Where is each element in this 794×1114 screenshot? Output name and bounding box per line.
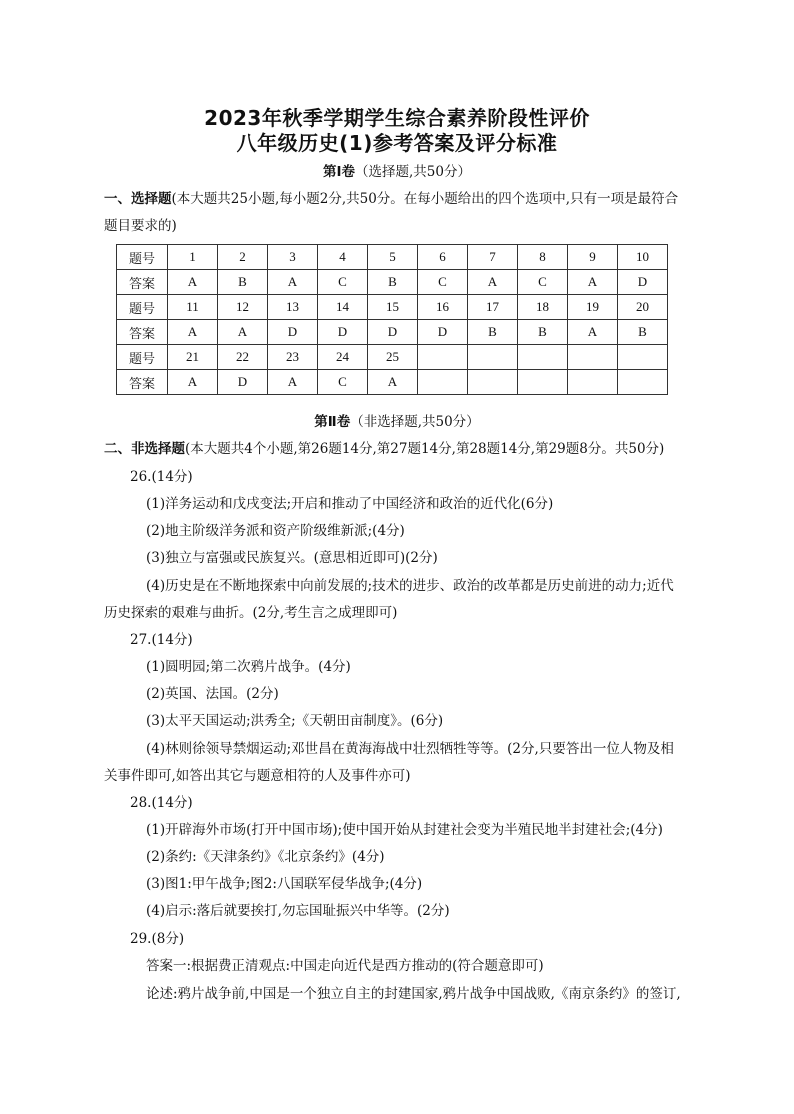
table-cell: [518, 345, 568, 370]
table-row-header-cell: 答案: [117, 320, 168, 345]
table-cell: 16: [418, 295, 468, 320]
table-cell: 24: [318, 345, 368, 370]
table-cell: 9: [568, 245, 618, 270]
q26-number: 26.(14分): [130, 469, 193, 485]
table-cell: 7: [468, 245, 518, 270]
table-row-header-cell: 题号: [117, 295, 168, 320]
table-cell: 25: [368, 345, 418, 370]
section1-desc-line2: 题目要求的): [104, 218, 177, 234]
table-row: [117, 345, 668, 370]
table-cell: [418, 370, 468, 395]
table-cell: 20: [618, 295, 668, 320]
part1-heading: [0, 160, 794, 180]
table-cell: D: [268, 320, 318, 345]
table-cell: D: [418, 320, 468, 345]
table-cell: 19: [568, 295, 618, 320]
q27-answer-4-line2: 关事件即可,如答出其它与题意相符的人及事件亦可): [104, 768, 411, 784]
table-cell: A: [568, 270, 618, 295]
table-row-header-cell: 题号: [117, 345, 168, 370]
table-cell: C: [318, 270, 368, 295]
table-cell: A: [468, 270, 518, 295]
table-cell: D: [368, 320, 418, 345]
part2-heading-label: 第Ⅱ卷: [314, 414, 351, 430]
q28-answer-4: (4)启示:落后就要挨打,勿忘国耻振兴中华等。(2分): [146, 903, 450, 919]
table-cell: [418, 345, 468, 370]
q27-answer-2: (2)英国、法国。(2分): [146, 686, 279, 702]
q27-answer-3: (3)太平天国运动;洪秀全;《天朝田亩制度》。(6分): [146, 713, 444, 729]
table-cell: C: [518, 270, 568, 295]
table-row: [117, 370, 668, 395]
table-cell: [568, 370, 618, 395]
section2-desc: (本大题共4个小题,第26题14分,第27题14分,第28题14分,第29题8分。共50分): [185, 441, 665, 457]
section2-label: 二、非选择题: [104, 441, 185, 457]
section1-description: [104, 187, 678, 207]
table-cell: 6: [418, 245, 468, 270]
table-cell: D: [318, 320, 368, 345]
table-row: [117, 245, 668, 270]
q26-answer-4-line1: (4)历史是在不断地探索中向前发展的;技术的进步、政治的改革都是历史前进的动力;近代: [146, 578, 674, 594]
table-cell: [568, 345, 618, 370]
table-cell: B: [368, 270, 418, 295]
table-cell: 5: [368, 245, 418, 270]
part1-heading-label: 第Ⅰ卷: [322, 164, 356, 180]
section1-label: 一、选择题: [104, 191, 172, 207]
table-cell: 10: [618, 245, 668, 270]
table-row-header-cell: 答案: [117, 270, 168, 295]
q27-number: 27.(14分): [130, 632, 193, 648]
table-cell: B: [468, 320, 518, 345]
part2-heading-note: （非选择题,共50分）: [350, 414, 480, 430]
table-cell: 2: [218, 245, 268, 270]
q26-answer-3: (3)独立与富强或民族复兴。(意思相近即可)(2分): [146, 550, 438, 566]
table-cell: A: [168, 370, 218, 395]
answer-table: [116, 244, 668, 395]
table-cell: A: [168, 320, 218, 345]
q28-answer-2: (2)条约:《天津条约》《北京条约》(4分): [146, 849, 385, 865]
part1-heading-note: （选择题,共50分）: [355, 164, 471, 180]
table-cell: A: [568, 320, 618, 345]
table-cell: 3: [268, 245, 318, 270]
table-row: [117, 320, 668, 345]
table-cell: B: [518, 320, 568, 345]
table-cell: 23: [268, 345, 318, 370]
table-cell: 17: [468, 295, 518, 320]
table-row-header-cell: 答案: [117, 370, 168, 395]
table-cell: C: [318, 370, 368, 395]
q29-answer-1: 答案一:根据费正清观点:中国走向近代是西方推动的(符合题意即可): [146, 958, 544, 974]
table-cell: [468, 345, 518, 370]
table-cell: 8: [518, 245, 568, 270]
table-cell: B: [218, 270, 268, 295]
q26-answer-2: (2)地主阶级洋务派和资产阶级维新派;(4分): [146, 523, 405, 539]
table-cell: 22: [218, 345, 268, 370]
table-cell: 11: [168, 295, 218, 320]
table-cell: [618, 370, 668, 395]
q26-answer-1: (1)洋务运动和戊戌变法;开启和推动了中国经济和政治的近代化(6分): [146, 496, 554, 512]
table-cell: 21: [168, 345, 218, 370]
table-cell: [468, 370, 518, 395]
table-cell: D: [218, 370, 268, 395]
table-row: [117, 270, 668, 295]
page-subtitle: 八年级历史(1)参考答案及评分标准: [236, 131, 558, 155]
table-row-header-cell: 题号: [117, 245, 168, 270]
table-cell: 1: [168, 245, 218, 270]
q26-answer-4-line2: 历史探索的艰难与曲折。(2分,考生言之成理即可): [104, 605, 398, 621]
table-cell: D: [618, 270, 668, 295]
table-cell: 12: [218, 295, 268, 320]
table-cell: A: [268, 270, 318, 295]
table-cell: A: [368, 370, 418, 395]
table-cell: 4: [318, 245, 368, 270]
q29-answer-2: 论述:鸦片战争前,中国是一个独立自主的封建国家,鸦片战争中国战败,《南京条约》的签订,: [146, 986, 681, 1002]
table-cell: [518, 370, 568, 395]
table-cell: B: [618, 320, 668, 345]
q28-number: 28.(14分): [130, 795, 193, 811]
table-cell: A: [268, 370, 318, 395]
q28-answer-1: (1)开辟海外市场(打开中国市场);使中国开始从封建社会变为半殖民地半封建社会;(4分): [146, 822, 663, 838]
table-cell: [618, 345, 668, 370]
table-cell: 13: [268, 295, 318, 320]
table-cell: A: [218, 320, 268, 345]
table-cell: 18: [518, 295, 568, 320]
part2-heading: [0, 410, 794, 430]
section2-description: [104, 437, 664, 457]
q27-answer-1: (1)圆明园;第二次鸦片战争。(4分): [146, 659, 351, 675]
section1-desc-line1: (本大题共25小题,每小题2分,共50分。在每小题给出的四个选项中,只有一项是最符合: [171, 191, 679, 207]
table-cell: C: [418, 270, 468, 295]
q29-number: 29.(8分): [130, 931, 185, 947]
q28-answer-3: (3)图1:甲午战争;图2:八国联军侵华战争;(4分): [146, 876, 423, 892]
table-row: [117, 295, 668, 320]
table-cell: 15: [368, 295, 418, 320]
table-cell: A: [168, 270, 218, 295]
q27-answer-4-line1: (4)林则徐领导禁烟运动;邓世昌在黄海海战中壮烈牺牲等等。(2分,只要答出一位人物及相: [146, 741, 674, 757]
page-title: 2023年秋季学期学生综合素养阶段性评价: [204, 106, 590, 130]
table-cell: 14: [318, 295, 368, 320]
